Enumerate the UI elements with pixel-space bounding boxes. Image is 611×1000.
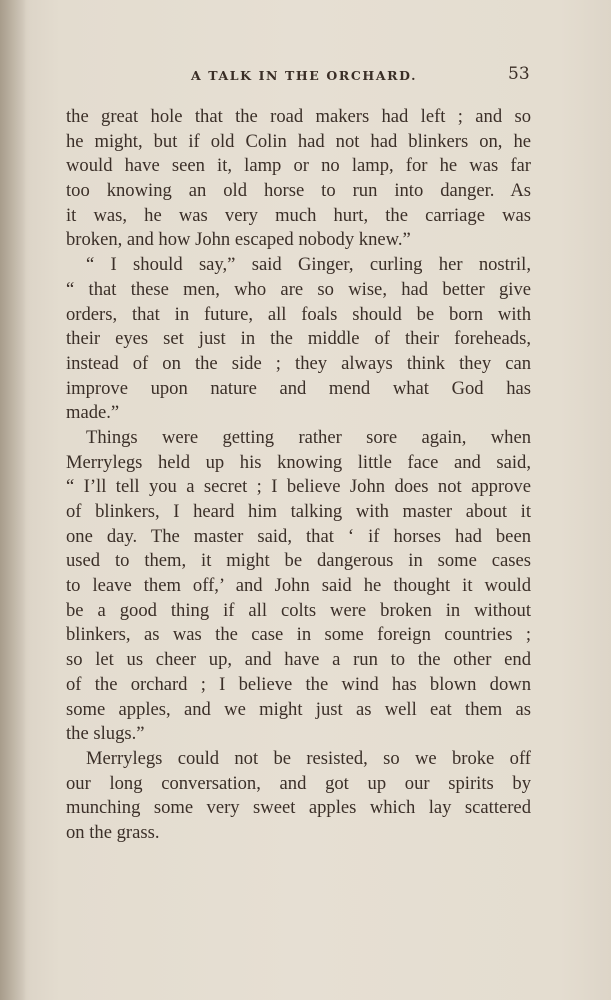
- text-line: the great hole that the road makers had left ; and so: [66, 106, 531, 127]
- text-line: Merrylegs held up his knowing little face and said,: [66, 451, 531, 473]
- text-line: “ that these men, who are so wise, had better give: [66, 278, 531, 300]
- text-line: too knowing an old horse to run into danger. As: [66, 180, 531, 202]
- page-gutter-shadow: [0, 0, 26, 1000]
- text-line: improve upon nature and mend what God has: [66, 377, 531, 399]
- text-line: blinkers, as was the case in some foreign countries ;: [66, 624, 531, 646]
- text-line: their eyes set just in the middle of their foreheads,: [66, 328, 531, 350]
- text-line: would have seen it, lamp or no lamp, for he was far: [66, 155, 531, 177]
- text-line: to leave them off,’ and John said he thought it would: [66, 575, 531, 597]
- text-line: one day. The master said, that ‘ if horses had been: [66, 525, 531, 547]
- text-line: our long conversation, and got up our spirits by: [66, 772, 531, 794]
- body-text: [66, 105, 531, 846]
- text-line: instead of on the side ; they always think they can: [66, 352, 531, 374]
- text-line: so let us cheer up, and have a run to the other end: [66, 649, 531, 671]
- text-line: orders, that in future, all foals should be born with: [66, 303, 531, 325]
- chapter-title: A TALK IN THE ORCHARD.: [191, 68, 418, 83]
- text-line: munching some very sweet apples which lay scattered: [66, 797, 531, 819]
- text-line: it was, he was very much hurt, the carriage was: [66, 204, 531, 226]
- text-line: he might, but if old Colin had not had blinkers on, he: [66, 130, 531, 152]
- text-line: some apples, and we might just as well eat them as: [66, 698, 531, 720]
- text-line: used to them, it might be dangerous in some cases: [66, 550, 531, 572]
- text-line: broken, and how John escaped nobody knew.”: [66, 229, 411, 251]
- text-line: “ I should say,” said Ginger, curling her nostril,: [86, 254, 531, 276]
- text-line: made.”: [66, 402, 120, 424]
- text-line: of the orchard ; I believe the wind has blown down: [66, 673, 531, 695]
- text-line: be a good thing if all colts were broken in without: [66, 599, 531, 621]
- text-line: the slugs.”: [66, 723, 145, 745]
- text-line: of blinkers, I heard him talking with master about it: [66, 501, 531, 522]
- text-line: Things were getting rather sore again, when: [86, 426, 531, 448]
- text-line: “ I’ll tell you a secret ; I believe John does not approve: [66, 476, 531, 498]
- running-head: [0, 64, 611, 84]
- text-line: on the grass.: [66, 821, 160, 843]
- page-number: 53: [508, 64, 530, 84]
- text-line: Merrylegs could not be resisted, so we broke off: [86, 747, 531, 769]
